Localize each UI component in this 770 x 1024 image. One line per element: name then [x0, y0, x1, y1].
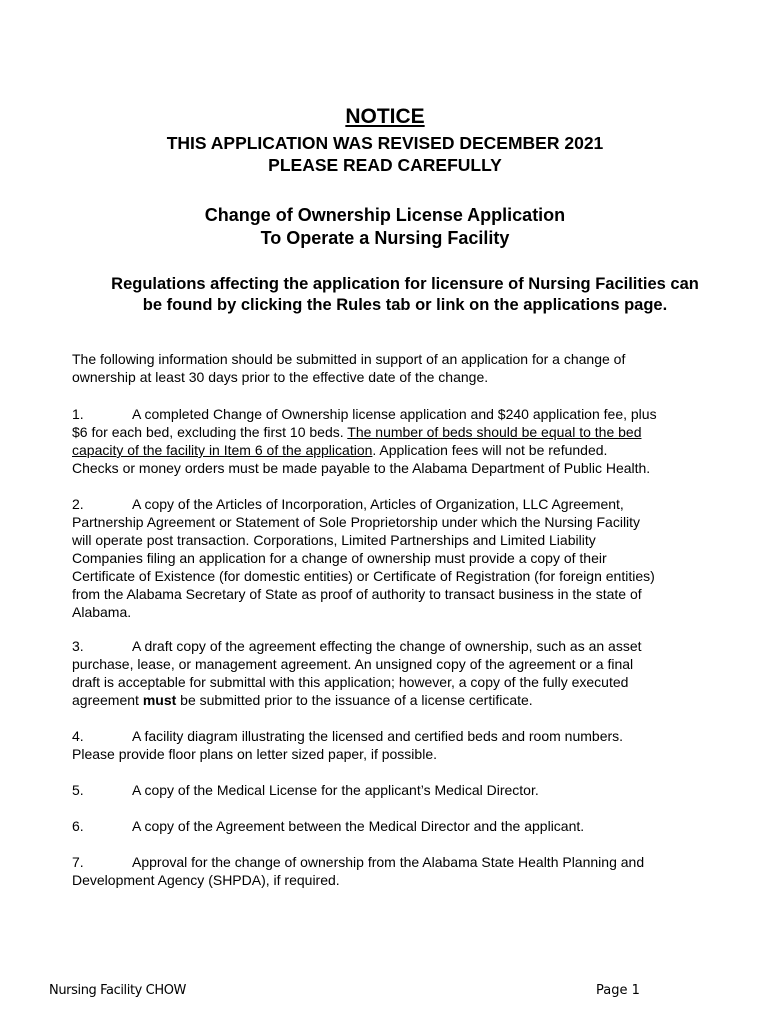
item-number: 6. [72, 818, 84, 834]
list-item-7: 7. Approval for the change of ownership from the Alabama State Health Planning and Development Agency (SHPDA), if required. [72, 854, 645, 888]
list-item-5: 5. A copy of the Medical License for the applicant’s Medical Director. [72, 782, 539, 798]
regulations-line-1: Regulations affecting the application for licensure of Nursing Facilities can [111, 275, 699, 293]
intro-paragraph: The following information should be submitted in support of an application for a change of ownership at least 30 days prior to the effective date of the change. [72, 351, 626, 385]
item-number: 1. [72, 406, 84, 422]
footer-page-number: Page 1 [596, 983, 640, 998]
list-item-1: 1. A completed Change of Ownership license application and $240 application fee, plus $6 for each bed, excluding the first 10 beds. The number of beds should be equal to the bed capacity of the facility in Item 6 of the application. Application fees will not be refunded. Checks or money orders must be made payable to the Alabama Department of Public Health. [72, 406, 657, 476]
item-number: 5. [72, 782, 84, 798]
regulations-note [60, 274, 750, 316]
title-line-1: Change of Ownership License Application [204, 205, 566, 225]
regulations-line-2: be found by clicking the Rules tab or link on the applications page. [142, 296, 668, 314]
item-number: 7. [72, 854, 84, 870]
revised-line: THIS APPLICATION WAS REVISED DECEMBER 2021 [166, 133, 604, 153]
item-number: 4. [72, 728, 84, 744]
item-number: 2. [72, 496, 84, 512]
list-item-3: 3. A draft copy of the agreement effecting the change of ownership, such as an asset purchase, lease, or management agreement. An unsigned copy of the agreement or a final draft is acceptable for submittal with this application; however, a copy of the fully executed agreement must be submitted prior to the issuance of a license certificate. [72, 638, 642, 708]
item-number: 3. [72, 638, 84, 654]
list-item-4: 4. A facility diagram illustrating the licensed and certified beds and room numbers. Please provide floor plans on letter sized paper, if possible. [72, 728, 624, 762]
read-carefully-line: PLEASE READ CAREFULLY [268, 155, 502, 175]
title-line-2: To Operate a Nursing Facility [260, 228, 510, 248]
bold-must: must [142, 692, 177, 708]
footer-document-name: Nursing Facility CHOW [49, 983, 187, 998]
notice-heading: NOTICE [345, 105, 425, 128]
underlined-text: The number of beds should be equal to the bed [347, 424, 642, 440]
list-item-2: 2. A copy of the Articles of Incorporation, Articles of Organization, LLC Agreement, Partnership Agreement or Statement of Sole Proprietorship under which the Nursing Facility will operate post transaction. Corporations, Limited Partnerships and Limited Liability Companies filing an application for a change of ownership must provide a copy of their Certificate of Existence (for domestic entities) or Certificate of Registration (for foreign entities) from the Alabama Secretary of State as proof of authority to transact business in the state of Alabama. [72, 496, 655, 620]
underlined-text: capacity of the facility in Item 6 of the application [72, 442, 373, 458]
document-title [0, 204, 770, 250]
list-item-6: 6. A copy of the Agreement between the Medical Director and the applicant. [72, 818, 585, 834]
revision-notice [0, 132, 770, 176]
